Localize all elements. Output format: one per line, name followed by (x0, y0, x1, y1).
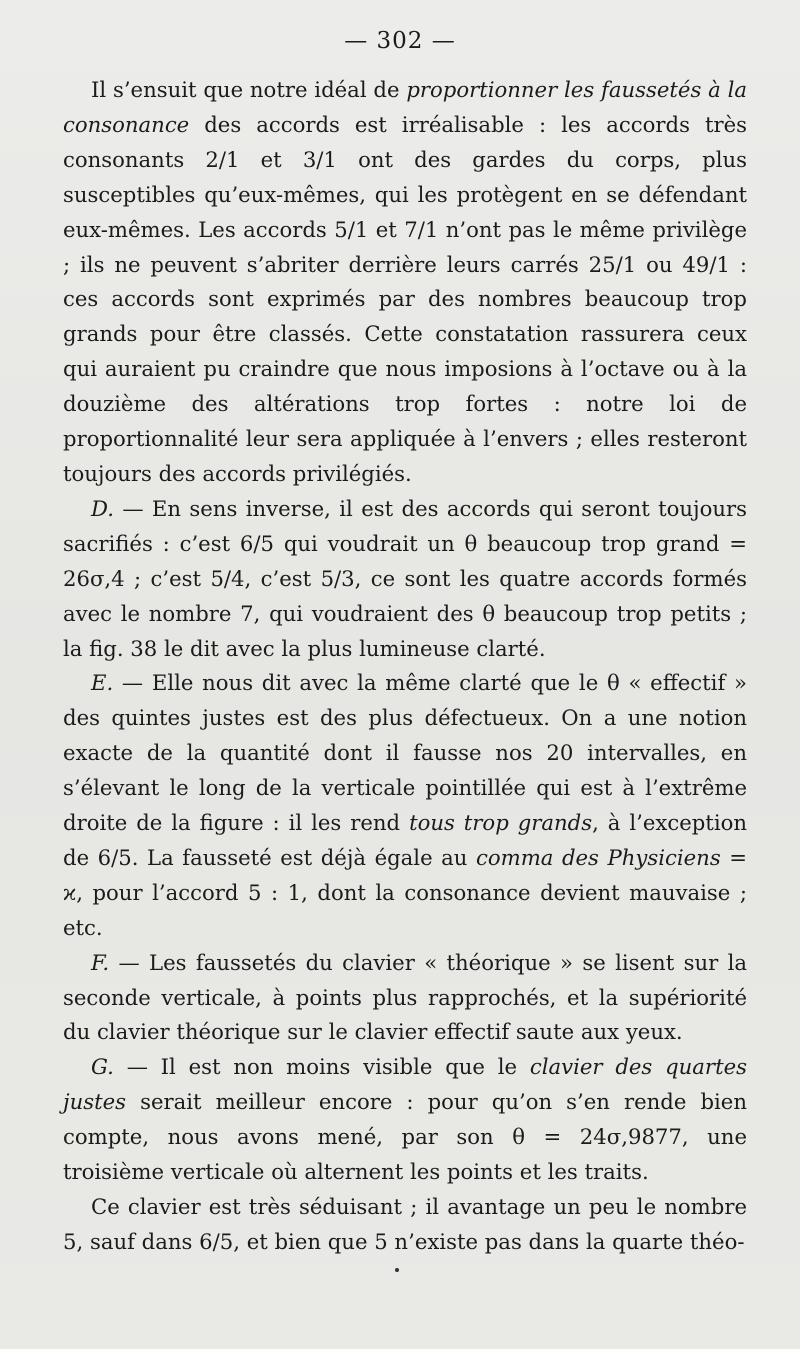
text-run: Il s’ensuit que notre idéal de (91, 77, 407, 102)
paragraph-conclusion (63, 73, 747, 492)
text-run: — Les faussetés du clavier « théorique » se lisent sur la seconde verticale, à points plus rapprochés, et la supériorité du clavier théorique sur le clavier effectif saute aux yeux. (63, 949, 747, 1045)
section-label-d: D. (91, 495, 114, 521)
paragraph-final (63, 1190, 747, 1260)
text-run: — Elle nous dit avec la même clarté que le θ « effectif » des quintes justes est des plus défectueux. On a une notion exacte de la quantité dont il fausse nos 20 intervalles, en s’élevant le long de la verticale pointillée qui est à l’extrême droite de la figure : il les rend (63, 670, 747, 836)
text-run: — Il est non moins visible que le (113, 1054, 530, 1080)
italic-run: comma des Physiciens (475, 844, 721, 870)
italic-run: proportionner les faussetés à la consonance (63, 77, 747, 137)
text-run: des accords est irréalisable : les accords très consonants 2/1 et 3/1 ont des gardes du corps, plus susceptibles qu’eux-mêmes, qui les protègent en se défendant eux-mêmes. Les accords 5/1 et 7/1 n’ont pas le même privilège ; ils ne peuvent s’abriter derrière leurs carrés 25/1 ou 49/1 : ces accords sont exprimés par des nombres beaucoup trop grands pour être classés. Cette constatation rassurera ceux qui auraient pu craindre que nous imposions à l’octave ou à la douzième des altérations trop fortes : notre loi de proportionnalité leur sera appliquée à l’envers ; elles resteront toujours des accords privilégiés. (63, 111, 747, 486)
printer-dot-mark (395, 1268, 399, 1272)
section-label-f: F. (91, 949, 110, 975)
paragraph-g (63, 1050, 747, 1190)
paragraph-e (63, 666, 747, 945)
paragraph-d (63, 492, 747, 667)
text-run: Ce clavier est très séduisant ; il avantage un peu le nombre 5, sauf dans 6/5, et bien que 5 n’existe pas dans la quarte théo- (63, 1194, 747, 1254)
text-run: — En sens inverse, il est des accords qui seront toujours sacrifiés : c’est 6/5 qui voudrait un θ beaucoup trop grand = 26σ,4 ; c’est 5/4, c’est 5/3, ce sont les quatre accords formés avec le nombre 7, qui voudraient des θ beaucoup trop petits ; la fig. 38 le dit avec la plus lumineuse clarté. (63, 495, 747, 661)
page-number: — 302 — (344, 28, 456, 54)
text-run: , à l’exception de 6/5. La fausseté est déjà égale au (63, 810, 747, 870)
italic-run: tous trop grands (409, 810, 593, 836)
text-run: serait meilleur encore : pour qu’on s’en rende bien compte, nous avons mené, par son θ = 24σ,9877, une troisième verticale où alternent les points et les traits. (63, 1089, 747, 1185)
body-text (63, 73, 747, 1260)
section-label-g: G. (91, 1054, 114, 1080)
italic-run: clavier des quartes justes (63, 1054, 747, 1115)
text-run: = ϰ, pour l’accord 5 : 1, dont la consonance devient mauvaise ; etc. (63, 844, 747, 940)
section-label-e: E. (91, 670, 114, 696)
paragraph-f (63, 946, 747, 1051)
